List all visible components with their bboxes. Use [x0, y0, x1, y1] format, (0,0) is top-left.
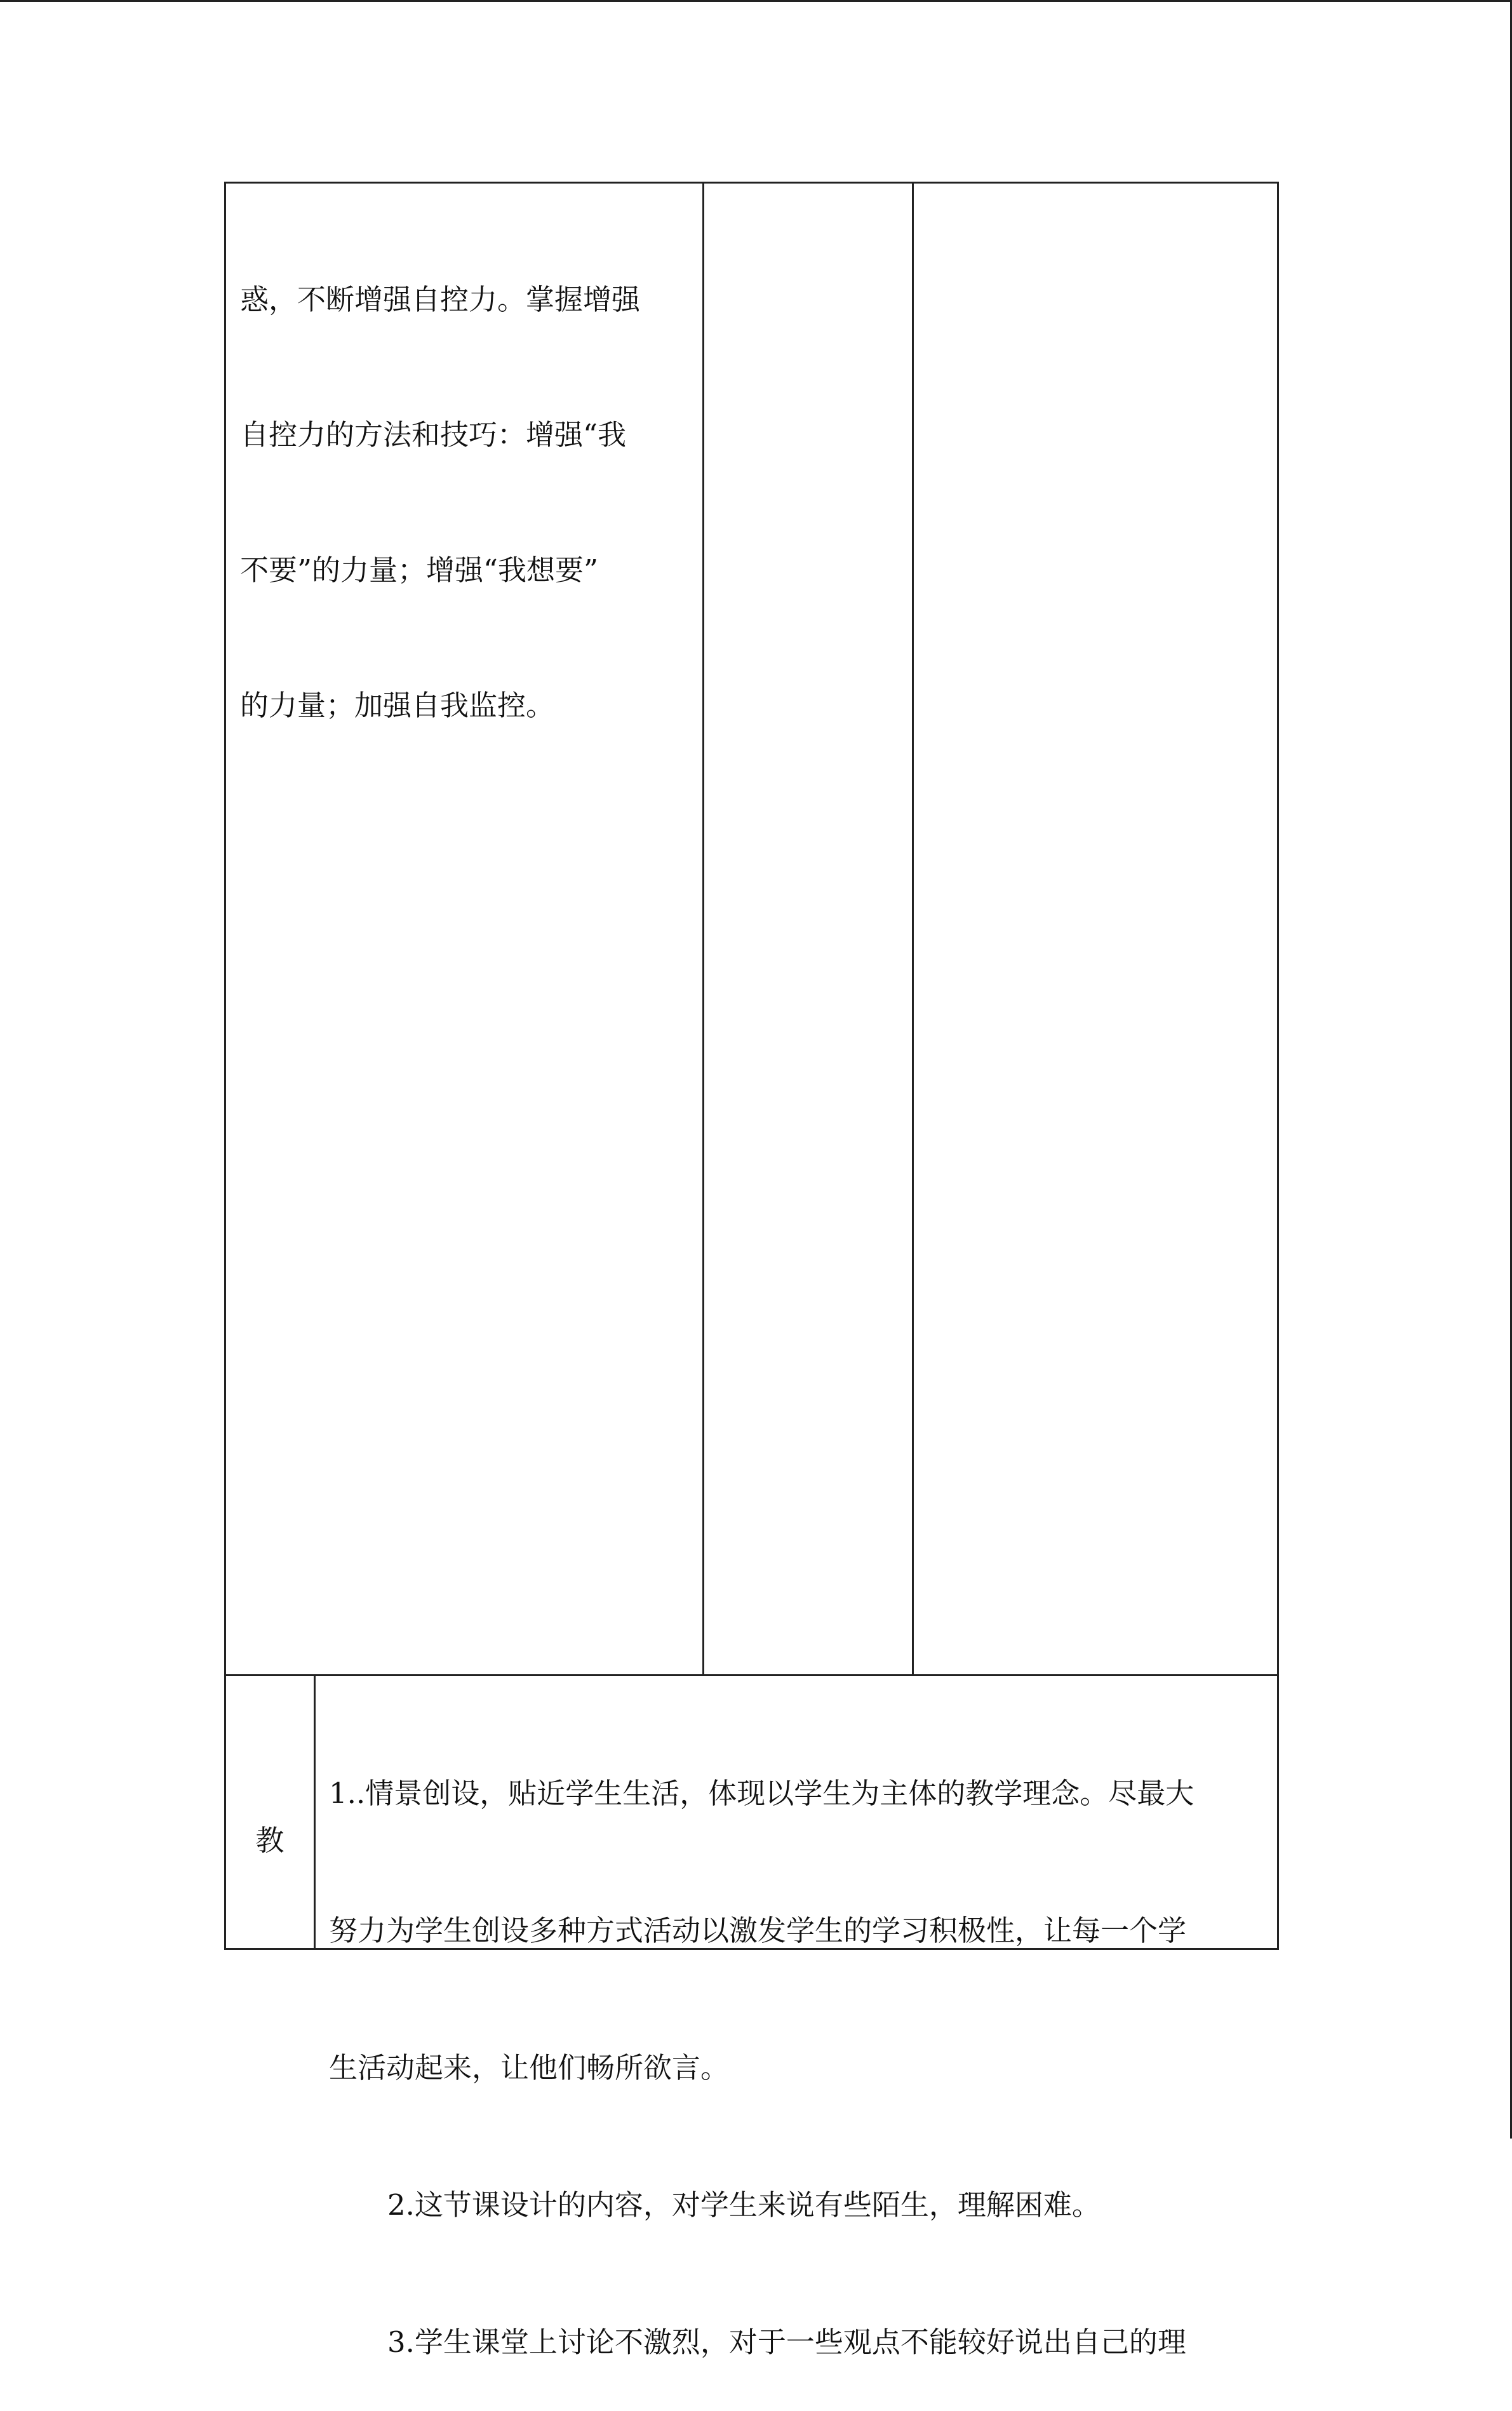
lower-line-1: 1..情景创设，贴近学生生活，体现以学生为主体的教学理念。尽最大	[329, 1776, 1194, 1810]
upper-col-divider-2	[912, 182, 914, 1676]
table-right-border	[1277, 182, 1279, 1950]
lower-line-3: 生活动起来，让他们畅所欲言。	[329, 2051, 730, 2085]
upper-left-cell	[240, 187, 697, 773]
lower-line-4: 2.这节课设计的内容，对学生来说有些陌生，理解困难。	[387, 2188, 1101, 2222]
upper-left-line-3: 不要”的力量；增强“我想要”	[240, 553, 599, 587]
upper-left-line-2: 自控力的方法和技巧：增强“我	[240, 418, 627, 452]
lower-line-5: 3.学生课堂上讨论不激烈，对于一些观点不能较好说出自己的理	[387, 2325, 1186, 2359]
upper-left-line-1: 惑，不断增强自控力。掌握增强	[240, 283, 641, 316]
table-left-border	[224, 182, 226, 1950]
lower-line-2: 努力为学生创设多种方式活动以激发学生的学习积极性，让每一个学	[329, 1914, 1187, 1947]
upper-col-divider-1	[702, 182, 704, 1676]
lower-col-divider	[314, 1674, 316, 1950]
upper-left-line-4: 的力量；加强自我监控。	[240, 688, 555, 722]
reflection-side-label: 教	[255, 1823, 284, 1857]
row-divider	[224, 1674, 1279, 1676]
page-top-border	[0, 0, 1512, 2]
table-top-border	[224, 182, 1279, 184]
lower-content-cell	[329, 1679, 1269, 2411]
